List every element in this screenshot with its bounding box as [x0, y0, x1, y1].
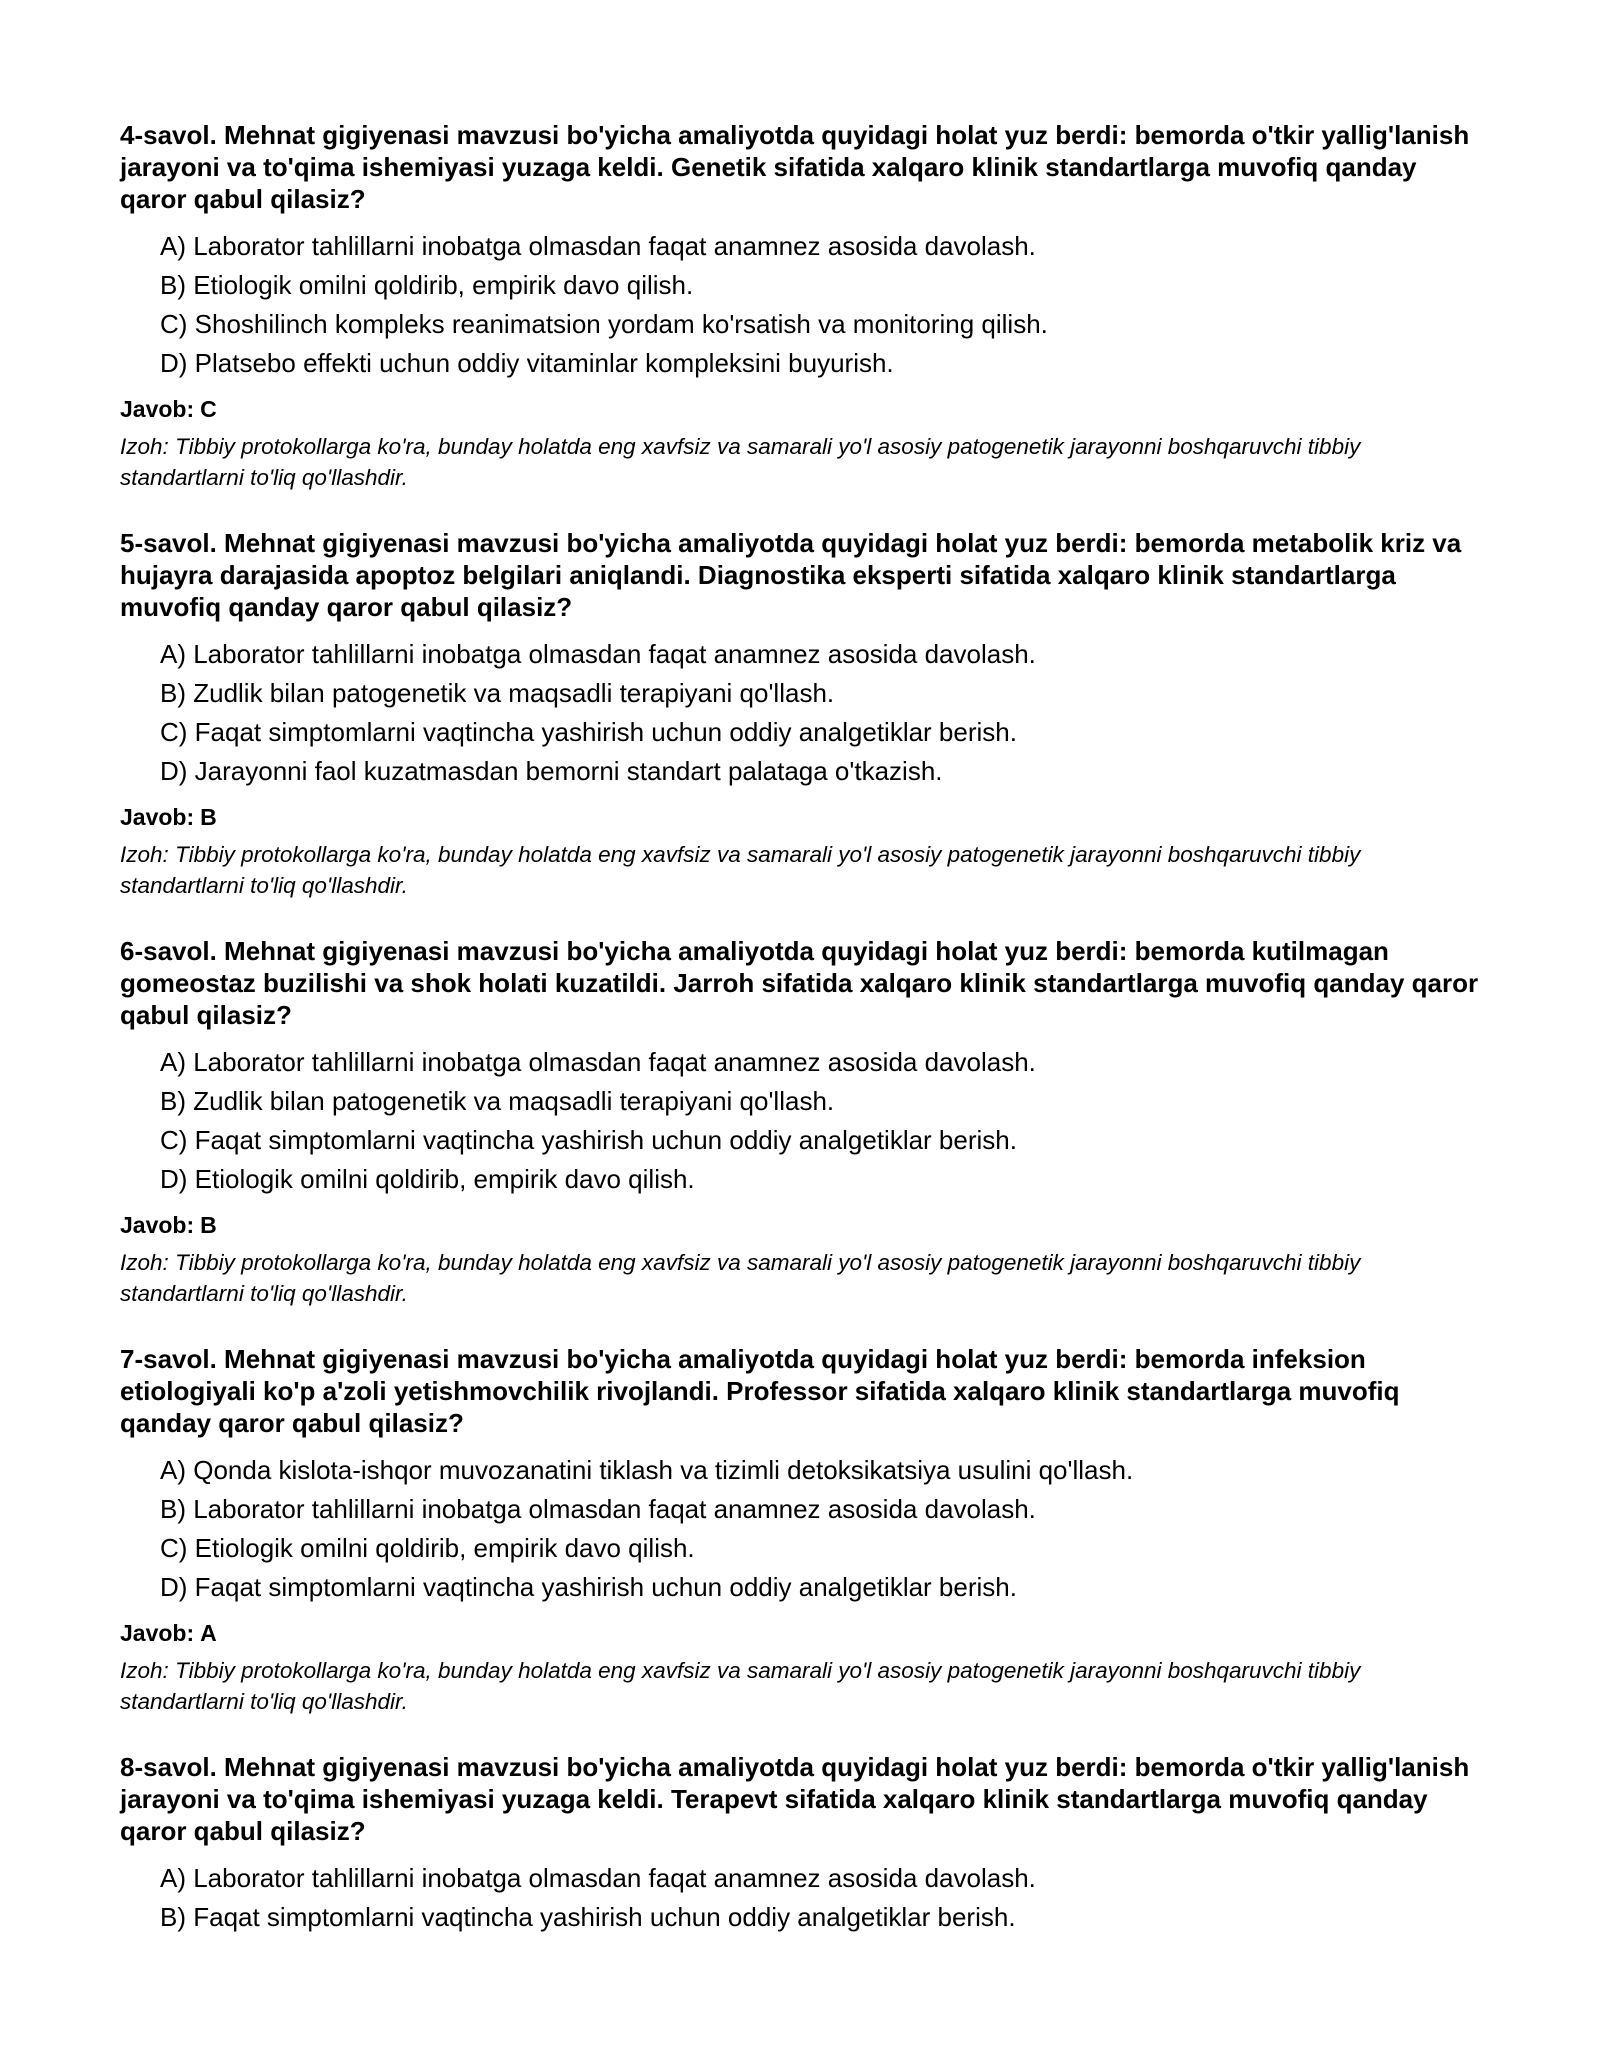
answer-line — [120, 1617, 1490, 1649]
question-block-5 — [120, 527, 1490, 901]
option-list — [120, 635, 1490, 791]
question-text: 5-savol. Mehnat gigiyenasi mavzusi bo'yicha amaliyotda quyidagi holat yuz berdi: bemorda metabolik kriz va hujayra darajasida apoptoz belgilari aniqlandi. Diagnostika eksperti sifatida xalqaro klinik standartlarga muvofiq qanday qaror qabul qilasiz? — [120, 528, 1462, 622]
question-block-4 — [120, 119, 1490, 493]
answer-line — [120, 1209, 1490, 1241]
answer-label: Javob: — [120, 1212, 195, 1238]
option-c: C) Faqat simptomlarni vaqtincha yashirish uchun oddiy analgetiklar berish. — [160, 1125, 1017, 1155]
option-d: D) Jarayonni faol kuzatmasdan bemorni standart palataga o'tkazish. — [160, 756, 943, 786]
option-a: A) Laborator tahlillarni inobatga olmasdan faqat anamnez asosida davolash. — [160, 639, 1036, 669]
question-block-8 — [120, 1751, 1490, 1937]
answer-line — [120, 801, 1490, 833]
answer-label: Javob: — [120, 1620, 195, 1646]
answer-value: A — [200, 1620, 217, 1646]
question-block-6 — [120, 935, 1490, 1309]
option-a: A) Laborator tahlillarni inobatga olmasdan faqat anamnez asosida davolash. — [160, 231, 1036, 261]
option-list — [120, 227, 1490, 383]
option-a: A) Qonda kislota-ishqor muvozanatini tiklash va tizimli detoksikatsiya usulini qo'llash. — [160, 1455, 1134, 1485]
option-b: B) Zudlik bilan patogenetik va maqsadli terapiyani qo'llash. — [160, 678, 835, 708]
answer-label: Javob: — [120, 804, 195, 830]
answer-value: C — [200, 396, 217, 422]
option-a: A) Laborator tahlillarni inobatga olmasdan faqat anamnez asosida davolash. — [160, 1047, 1036, 1077]
answer-value: B — [200, 804, 217, 830]
option-b: B) Laborator tahlillarni inobatga olmasdan faqat anamnez asosida davolash. — [160, 1494, 1036, 1524]
answer-label: Javob: — [120, 396, 195, 422]
option-d: D) Etiologik omilni qoldirib, empirik davo qilish. — [160, 1164, 695, 1194]
question-text: 7-savol. Mehnat gigiyenasi mavzusi bo'yicha amaliyotda quyidagi holat yuz berdi: bemorda infeksion etiologiyali ko'p a'zoli yetishmovchilik rivojlandi. Professor sifatida xalqaro klinik standartlarga muvofiq qanday qaror qabul qilasiz? — [120, 1344, 1400, 1438]
option-d: D) Platsebo effekti uchun oddiy vitaminlar kompleksini buyurish. — [160, 348, 894, 378]
option-c: C) Faqat simptomlarni vaqtincha yashirish uchun oddiy analgetiklar berish. — [160, 717, 1017, 747]
question-block-7 — [120, 1343, 1490, 1717]
question-text: 8-savol. Mehnat gigiyenasi mavzusi bo'yicha amaliyotda quyidagi holat yuz berdi: bemorda o'tkir yallig'lanish jarayoni va to'qima ishemiyasi yuzaga keldi. Terapevt sifatida xalqaro klinik standartlarga muvofiq qanday qaror qabul qilasiz? — [120, 1752, 1470, 1846]
option-d: D) Faqat simptomlarni vaqtincha yashirish uchun oddiy analgetiklar berish. — [160, 1572, 1017, 1602]
answer-line — [120, 393, 1490, 425]
option-c: C) Etiologik omilni qoldirib, empirik davo qilish. — [160, 1533, 695, 1563]
option-list — [120, 1043, 1490, 1199]
option-c: C) Shoshilinch kompleks reanimatsion yordam ko'rsatish va monitoring qilish. — [160, 309, 1048, 339]
option-b: B) Faqat simptomlarni vaqtincha yashirish uchun oddiy analgetiklar berish. — [160, 1902, 1016, 1932]
option-list — [120, 1859, 1490, 1937]
explanation-note: Izoh: Tibbiy protokollarga ko'ra, bunday holatda eng xavfsiz va samarali yo'l asosiy patogenetik jarayonni boshqaruvchi tibbiy standartlarni to'liq qo'llashdir. — [120, 842, 1361, 898]
explanation-note: Izoh: Tibbiy protokollarga ko'ra, bunday holatda eng xavfsiz va samarali yo'l asosiy patogenetik jarayonni boshqaruvchi tibbiy standartlarni to'liq qo'llashdir. — [120, 434, 1361, 490]
explanation-note: Izoh: Tibbiy protokollarga ko'ra, bunday holatda eng xavfsiz va samarali yo'l asosiy patogenetik jarayonni boshqaruvchi tibbiy standartlarni to'liq qo'llashdir. — [120, 1658, 1361, 1714]
question-text: 6-savol. Mehnat gigiyenasi mavzusi bo'yicha amaliyotda quyidagi holat yuz berdi: bemorda kutilmagan gomeostaz buzilishi va shok holati kuzatildi. Jarroh sifatida xalqaro klinik standartlarga muvofiq qanday qaror qabul qilasiz? — [120, 936, 1479, 1030]
question-text: 4-savol. Mehnat gigiyenasi mavzusi bo'yicha amaliyotda quyidagi holat yuz berdi: bemorda o'tkir yallig'lanish jarayoni va to'qima ishemiyasi yuzaga keldi. Genetik sifatida xalqaro klinik standartlarga muvofiq qanday qaror qabul qilasiz? — [120, 120, 1470, 214]
option-b: B) Zudlik bilan patogenetik va maqsadli terapiyani qo'llash. — [160, 1086, 835, 1116]
option-list — [120, 1451, 1490, 1607]
explanation-note: Izoh: Tibbiy protokollarga ko'ra, bunday holatda eng xavfsiz va samarali yo'l asosiy patogenetik jarayonni boshqaruvchi tibbiy standartlarni to'liq qo'llashdir. — [120, 1250, 1361, 1306]
option-a: A) Laborator tahlillarni inobatga olmasdan faqat anamnez asosida davolash. — [160, 1863, 1036, 1893]
answer-value: B — [200, 1212, 217, 1238]
option-b: B) Etiologik omilni qoldirib, empirik davo qilish. — [160, 270, 694, 300]
